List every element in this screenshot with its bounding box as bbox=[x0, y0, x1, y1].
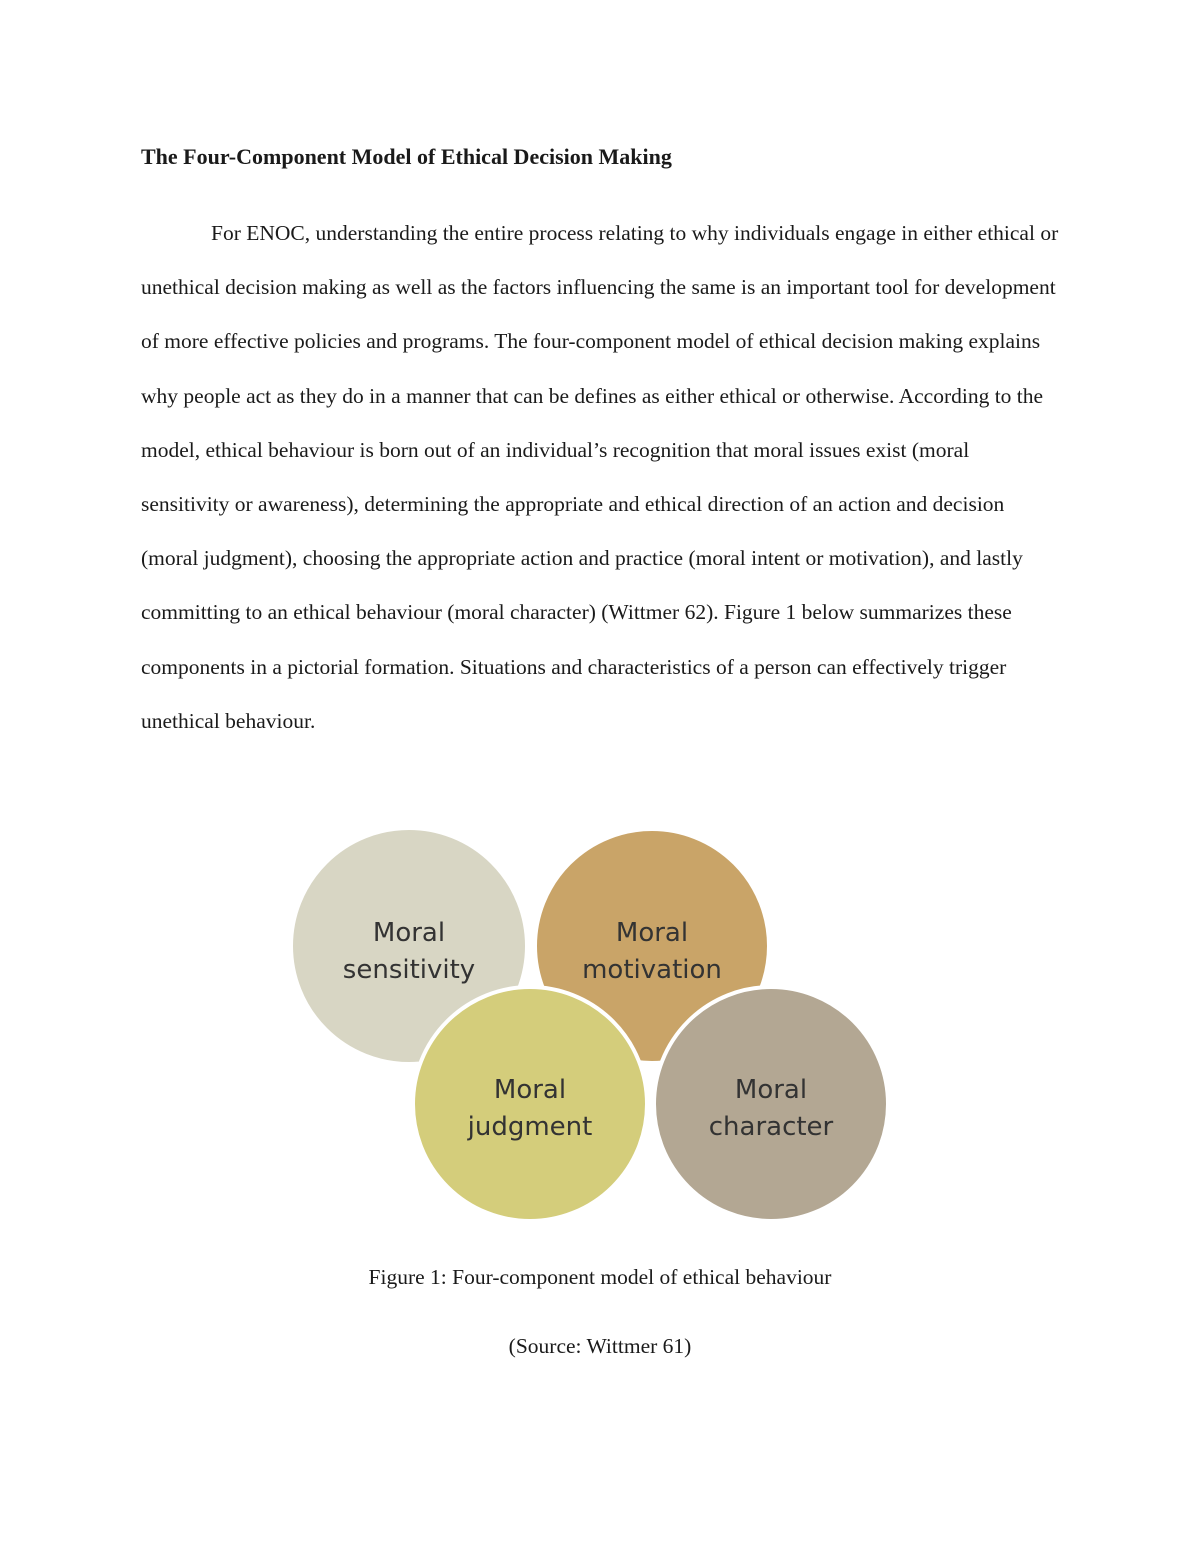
figure-caption: Figure 1: Four-component model of ethical behaviour bbox=[368, 1265, 832, 1289]
circle-label-line2: motivation bbox=[582, 955, 722, 985]
circle-label-line1: Moral bbox=[372, 918, 446, 948]
circle-label-line1: Moral bbox=[493, 1075, 567, 1105]
figure-source: (Source: Wittmer 61) bbox=[508, 1334, 692, 1358]
body-paragraph: For ENOC, understanding the entire process relating to why individuals engage in either ethical or unethical decision making as well as the factors influencing the same is an important tool for development of more effective policies and programs. The four-component model of ethical decision making explains why people act as they do in a manner that can be defines as either ethical or otherwise. According to the model, ethical behaviour is born out of an individual’s recognition that moral issues exist (moral sensitivity or awareness), determining the appropriate and ethical direction of an action and decision (moral judgment), choosing the appropriate action and practice (moral intent or motivation), and lastly committing to an ethical behaviour (moral character) (Wittmer 62). Figure 1 below summarizes these components in a pictorial formation. Situations and characteristics of a person can effectively trigger unethical behaviour. bbox=[141, 221, 1059, 733]
circle-label-line2: sensitivity bbox=[342, 955, 476, 985]
figure-four-component-model bbox=[290, 822, 912, 1220]
circle-label-line2: character bbox=[708, 1112, 834, 1142]
section-heading: The Four-Component Model of Ethical Decision Making bbox=[141, 144, 672, 169]
circle-label-line1: Moral bbox=[615, 918, 689, 948]
venn-diagram bbox=[290, 822, 912, 1220]
circle-label-line1: Moral bbox=[734, 1075, 808, 1105]
circle-moral-character bbox=[654, 987, 888, 1220]
circle-moral-judgment bbox=[413, 987, 647, 1220]
circle-label-line2: judgment bbox=[467, 1112, 593, 1142]
